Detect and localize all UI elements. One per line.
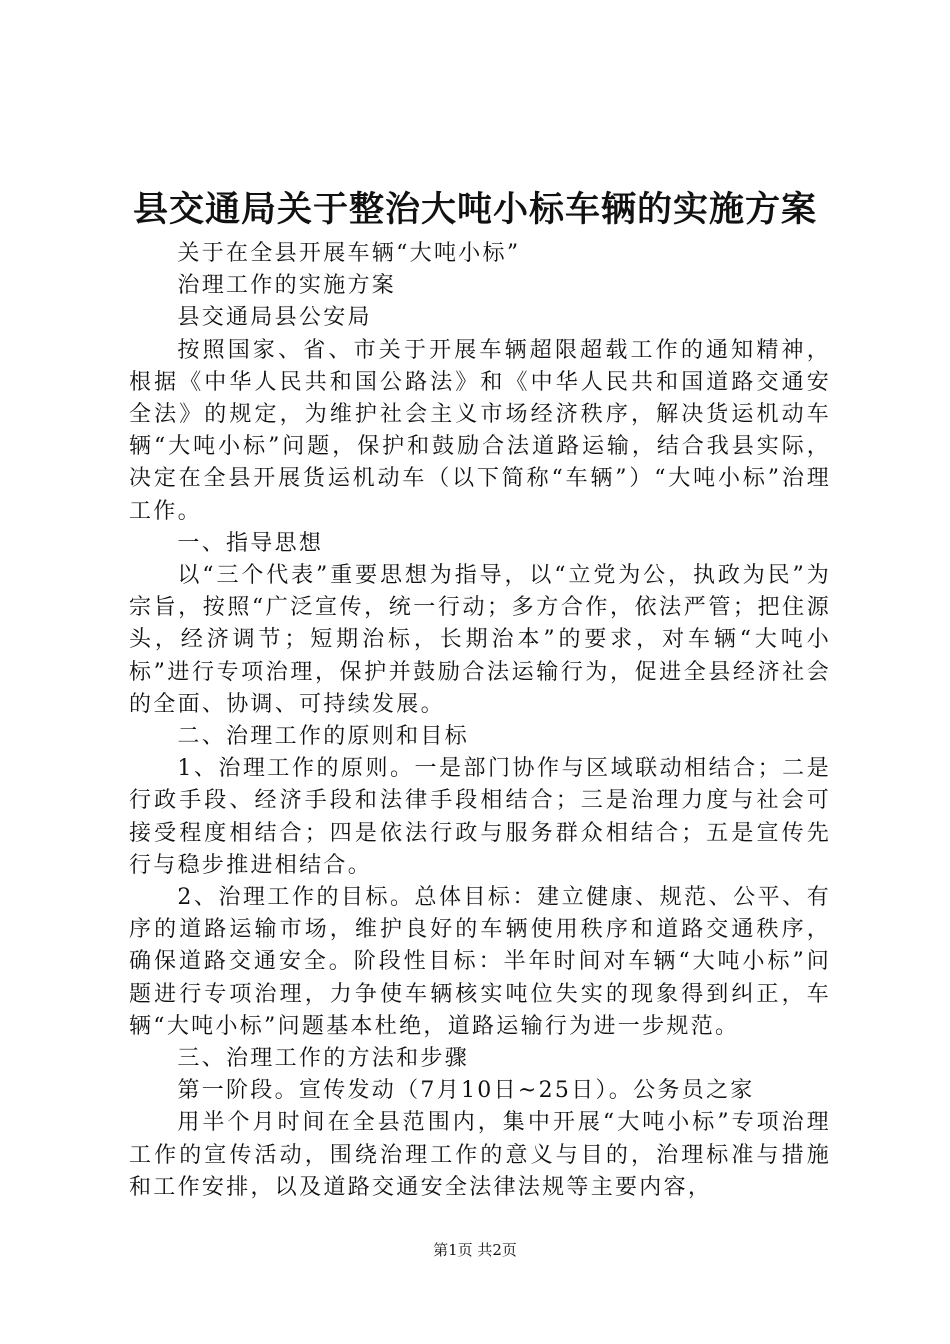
document-body bbox=[129, 238, 831, 1204]
paragraph: 第一阶段。宣传发动（7月10日~25日）。公务员之家 bbox=[177, 1078, 755, 1104]
paragraph: 2、治理工作的目标。总体目标：建立健康、规范、公平、有序的道路运输市场，维护良好的车辆使用秩序和道路交通秩序，确保道路交通安全。阶段性目标：半年时间对车辆“大吨小标”问题进行专项治理，力争使车辆核实吨位失实的现象得到纠正，车辆“大吨小标”问题基本杜绝，道路运输行为进一步规范。 bbox=[129, 885, 831, 1039]
paragraph: 县交通局县公安局 bbox=[177, 305, 372, 331]
section-heading: 三、治理工作的方法和步骤 bbox=[177, 1046, 469, 1072]
paragraph: 1、治理工作的原则。一是部门协作与区域联动相结合；二是行政手段、经济手段和法律手段相结合；三是治理力度与社会可接受程度相结合；四是依法行政与服务群众相结合；五是宣传先行与稳步推进相结合。 bbox=[129, 756, 831, 878]
paragraph: 用半个月时间在全县范围内，集中开展“大吨小标”专项治理工作的宣传活动，围绕治理工作的意义与目的，治理标准与措施和工作安排，以及道路交通安全法律法规等主要内容， bbox=[129, 1110, 831, 1200]
paragraph: 治理工作的实施方案 bbox=[177, 273, 397, 299]
document-title: 县交通局关于整治大吨小标车辆的实施方案 bbox=[132, 189, 817, 230]
paragraph: 按照国家、省、市关于开展车辆超限超载工作的通知精神，根据《中华人民共和国公路法》和《中华人民共和国道路交通安全法》的规定，为维护社会主义市场经济秩序，解决货运机动车辆“大吨小标”问题，保护和鼓励合法道路运输，结合我县实际，决定在全县开展货运机动车（以下简称“车辆”）“大吨小标”治理工作。 bbox=[129, 337, 831, 524]
paragraph: 关于在全县开展车辆“大吨小标” bbox=[177, 241, 521, 266]
page-footer: 第1页 共2页 bbox=[433, 1241, 517, 1259]
paragraph: 以“三个代表”重要思想为指导，以“立党为公，执政为民”为宗旨，按照“广泛宣传，统一行动；多方合作，依法严管；把住源头，经济调节；短期治标，长期治本”的要求，对车辆“大吨小标”进行专项治理，保护并鼓励合法运输行为，促进全县经济社会的全面、协调、可持续发展。 bbox=[129, 563, 831, 717]
section-heading: 二、治理工作的原则和目标 bbox=[177, 724, 469, 750]
section-heading: 一、指导思想 bbox=[177, 530, 324, 556]
